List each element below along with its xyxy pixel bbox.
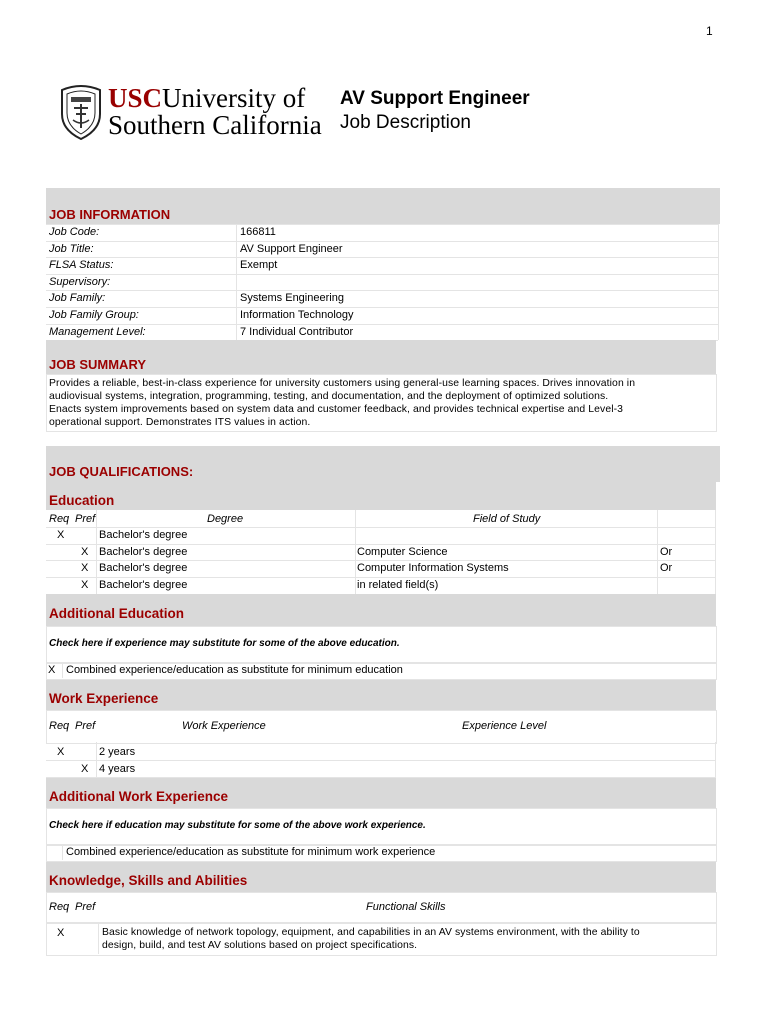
job-info-value: Information Technology	[240, 309, 354, 321]
qualifications-heading: JOB QUALIFICATIONS:	[49, 464, 194, 479]
additional-work-item: Combined experience/education as substitute for minimum work experience	[66, 846, 436, 858]
ksa-skill-line: design, build, and test AV solutions based on project specifications.	[102, 940, 418, 951]
edu-field: in related field(s)	[357, 579, 439, 591]
additional-education-check-text: Check here if experience may substitute for some of the above education.	[49, 638, 400, 649]
work-years: 2 years	[99, 746, 136, 758]
ksa-req-mark: X	[57, 927, 65, 939]
education-band	[46, 482, 716, 510]
edu-req-mark: X	[57, 529, 65, 541]
edu-conjunction: Or	[660, 546, 673, 558]
additional-work-check-text: Check here if education may substitute for some of the above work experience.	[49, 820, 426, 831]
work-col-experience: Work Experience	[182, 720, 266, 732]
work-experience-header-row	[46, 710, 717, 744]
additional-work-heading: Additional Work Experience	[49, 789, 229, 804]
additional-education-checkbox[interactable]: X	[48, 664, 56, 676]
work-col-req: Req	[49, 720, 70, 732]
job-info-value: Systems Engineering	[240, 292, 344, 304]
edu-col-req: Req	[49, 513, 70, 525]
job-summary-heading: JOB SUMMARY	[49, 357, 147, 372]
job-summary-text	[49, 377, 635, 429]
ksa-col-pref: Pref	[75, 901, 96, 913]
job-title-heading: AV Support Engineer	[340, 88, 530, 109]
summary-line: audiovisual systems, integration, programming, testing, and documentation, and the deployment of optimized solutions.	[49, 391, 609, 402]
edu-degree: Bachelor's degree	[99, 546, 188, 558]
job-summary-band	[46, 340, 716, 374]
edu-pref-mark: X	[81, 562, 89, 574]
edu-pref-mark: X	[81, 546, 89, 558]
page-number: 1	[706, 24, 713, 38]
job-info-value: Exempt	[240, 259, 278, 271]
edu-col-degree: Degree	[207, 513, 244, 525]
education-heading: Education	[49, 493, 115, 508]
summary-line: Provides a reliable, best-in-class experience for university customers using general-use learning spaces. Drives innovation in	[49, 378, 636, 389]
work-col-level: Experience Level	[462, 720, 547, 732]
job-info-label: Job Family:	[49, 292, 106, 304]
logo-line-2: Southern California	[108, 110, 322, 140]
edu-conjunction: Or	[660, 562, 673, 574]
job-info-value: 7 Individual Contributor	[240, 326, 354, 338]
usc-logo	[58, 84, 328, 142]
work-col-pref: Pref	[75, 720, 96, 732]
job-description-subtitle: Job Description	[340, 112, 471, 133]
additional-education-item: Combined experience/education as substitute for minimum education	[66, 664, 403, 676]
summary-line: Enacts system improvements based on system data and customer feedback, and provides technical expertise and Level-3	[49, 404, 624, 415]
work-years: 4 years	[99, 763, 136, 775]
logo-line-1-rest: University of	[162, 83, 306, 113]
edu-pref-mark: X	[81, 579, 89, 591]
edu-col-pref: Pref	[75, 513, 96, 525]
summary-line: operational support. Demonstrates ITS values in action.	[49, 417, 311, 428]
edu-field: Computer Science	[357, 546, 448, 558]
ksa-col-req: Req	[49, 901, 70, 913]
ksa-skill-text	[102, 926, 640, 952]
work-pref-mark: X	[81, 763, 89, 775]
logo-brand: USC	[108, 83, 163, 113]
edu-col-field: Field of Study	[473, 513, 541, 525]
usc-seal-icon	[58, 84, 104, 140]
ksa-skill-line: Basic knowledge of network topology, equipment, and capabilities in an AV systems environment, with the ability to	[102, 927, 640, 938]
work-experience-heading: Work Experience	[49, 691, 159, 706]
edu-field: Computer Information Systems	[357, 562, 509, 574]
ksa-col-skills: Functional Skills	[366, 901, 446, 913]
job-info-label: Job Title:	[49, 243, 94, 255]
job-info-label: Management Level:	[49, 326, 146, 338]
additional-work-checkbox[interactable]	[48, 844, 60, 858]
logo-line-1	[108, 84, 305, 112]
edu-degree: Bachelor's degree	[99, 579, 188, 591]
work-req-mark: X	[57, 746, 65, 758]
job-information-heading: JOB INFORMATION	[49, 207, 171, 222]
edu-degree: Bachelor's degree	[99, 562, 188, 574]
additional-education-heading: Additional Education	[49, 606, 184, 621]
job-info-value: AV Support Engineer	[240, 243, 343, 255]
job-info-label: FLSA Status:	[49, 259, 114, 271]
job-info-label: Job Code:	[49, 226, 100, 238]
job-info-value: 166811	[240, 226, 276, 238]
edu-degree: Bachelor's degree	[99, 529, 188, 541]
job-info-label: Supervisory:	[49, 276, 111, 288]
job-info-label: Job Family Group:	[49, 309, 139, 321]
ksa-heading: Knowledge, Skills and Abilities	[49, 873, 248, 888]
